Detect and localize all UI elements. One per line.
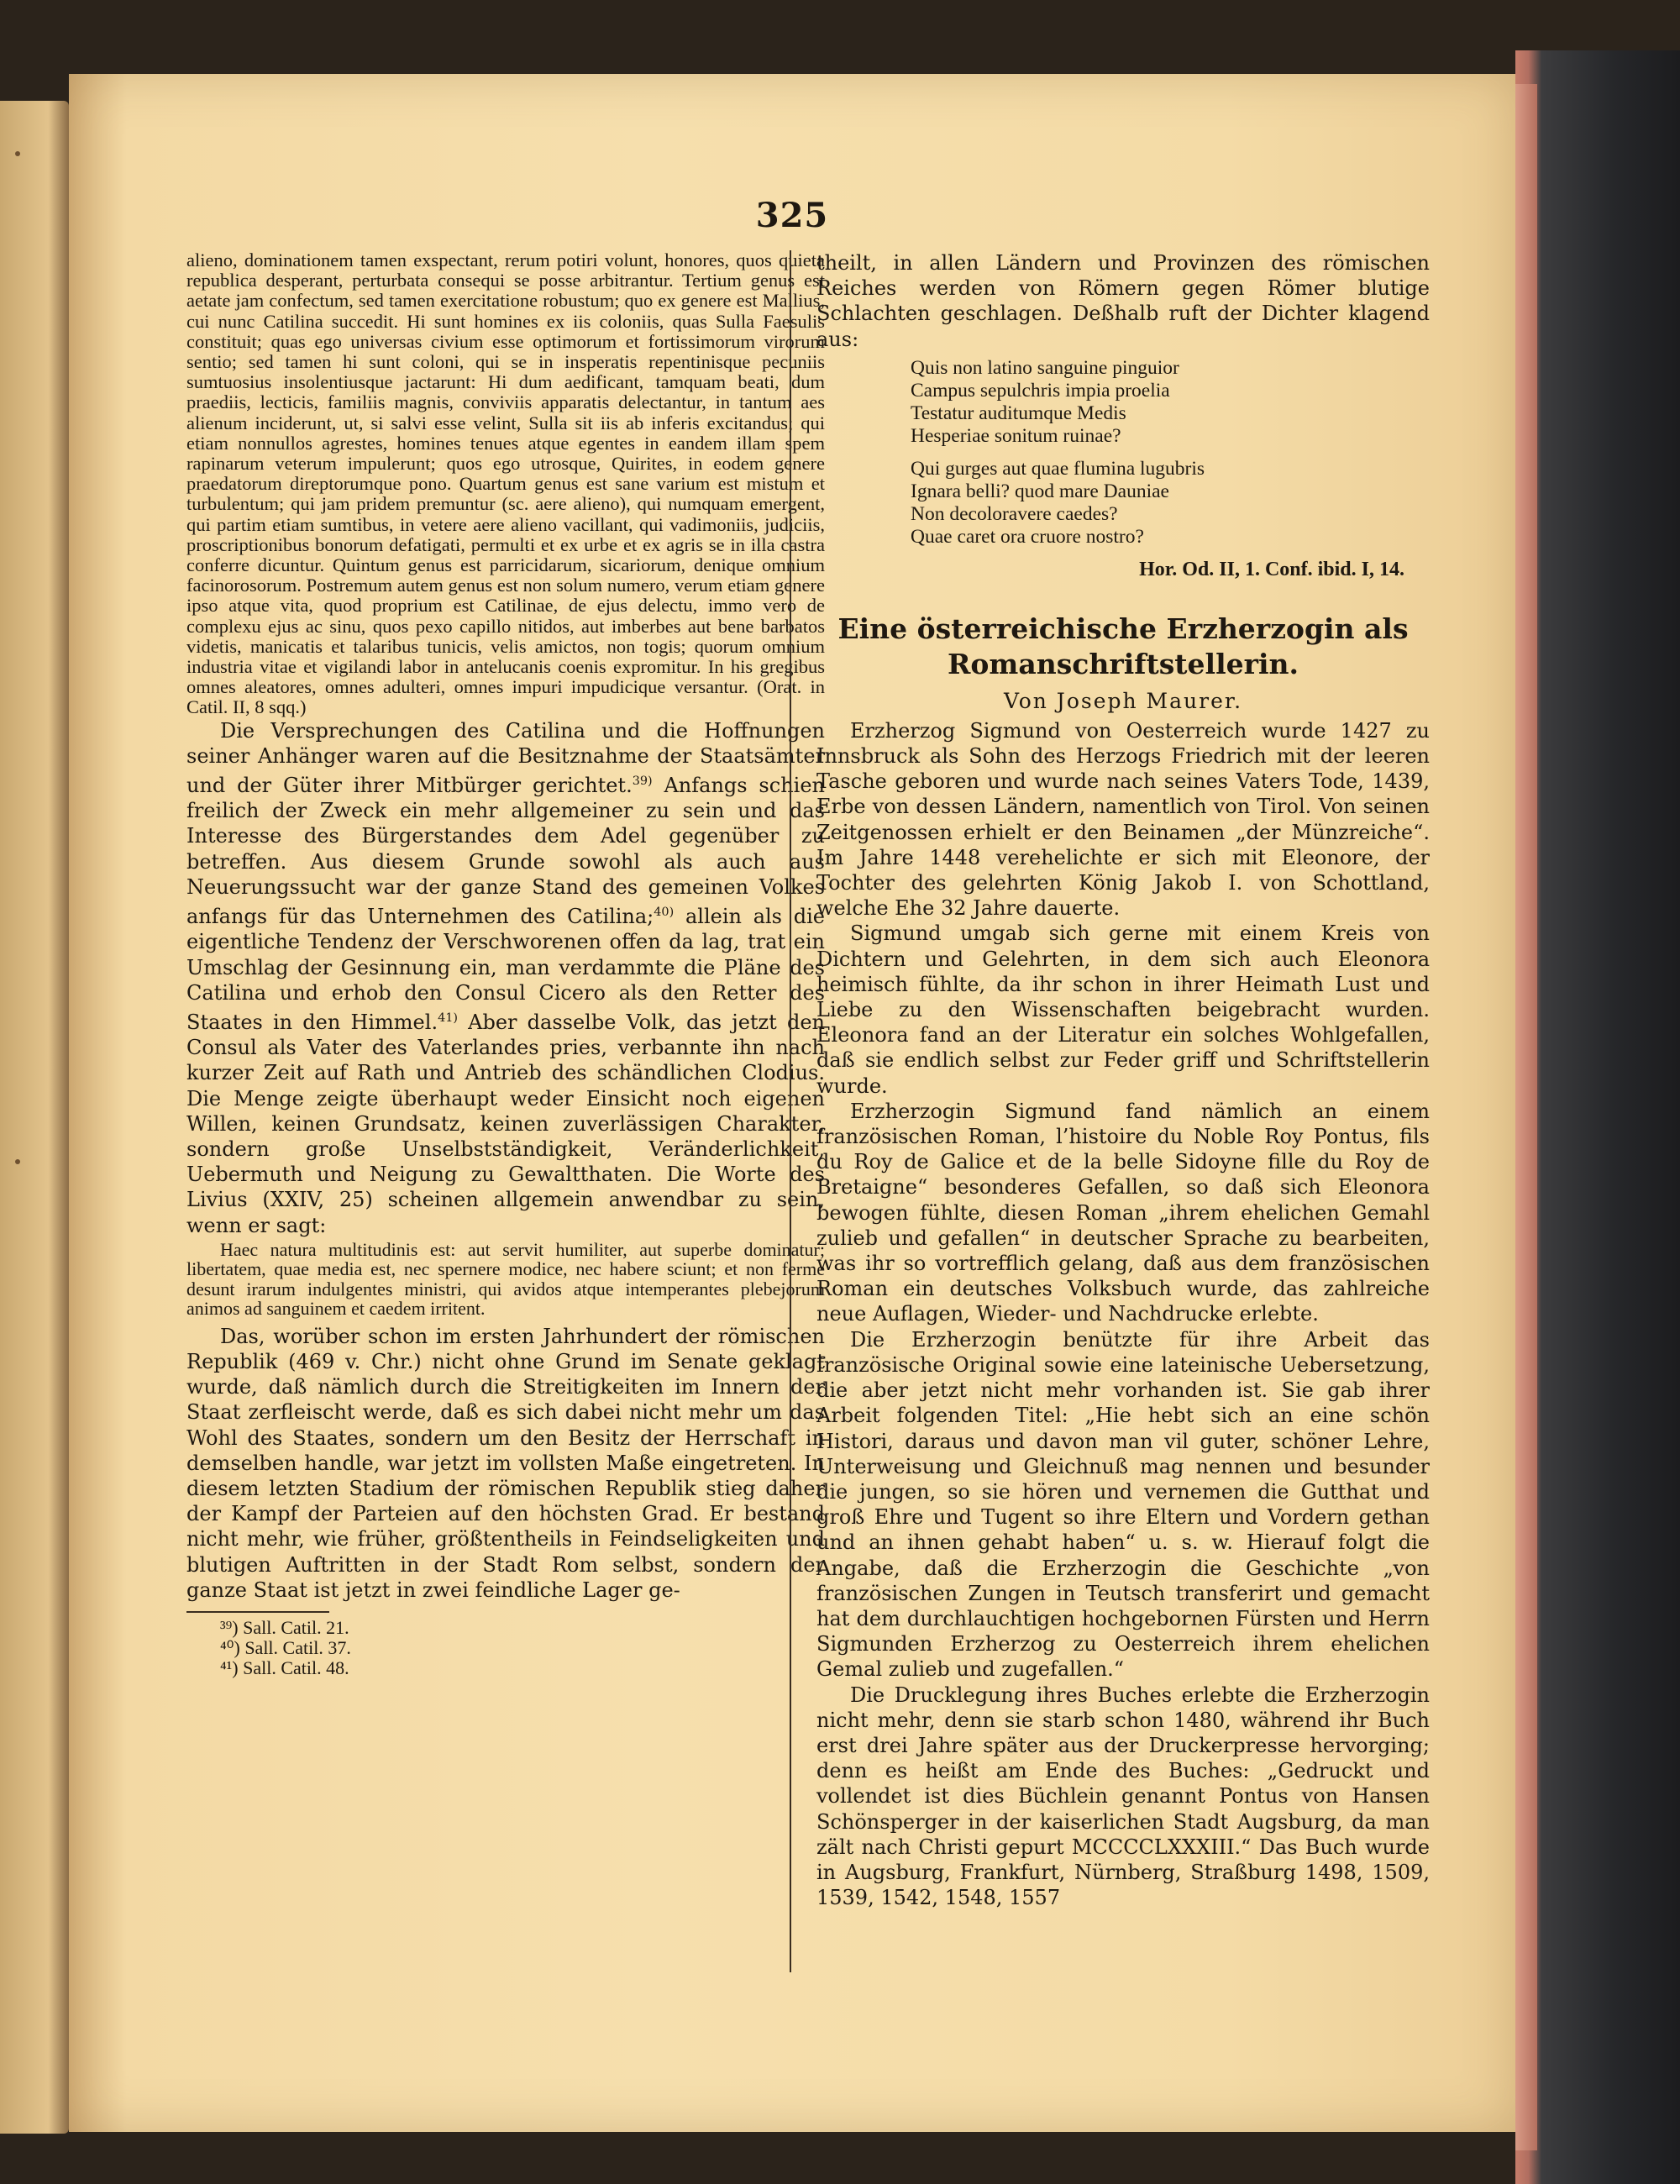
margin-mark [15, 1159, 20, 1164]
footnote-ref-39: 39) [632, 774, 653, 789]
poem-line: Quae caret ora cruore nostro? [911, 525, 1144, 548]
article-paragraph: Die Drucklegung ihres Buches erlebte die Erzherzogin nicht mehr, denn sie starb schon 1480, während ihr Buch erst drei Jahre später aus der Druckerpresse hervorging; denn es heißt am Ende des Buches: „Gedruckt und vollendet ist dies Büchlein genannt Pontus von Hansen Schönsperger in der kaiserlichen Stadt Augsburg, da man zält nach Christi gepurt MCCCCLXXXIII.“ Das Buch wurde in Augsburg, Frankfurt, Nürnberg, Straßburg 1498, 1509, 1539, 1542, 1548, 1557 [816, 1683, 1430, 1910]
horace-poem [911, 357, 1430, 549]
paragraph-continuation: theilt, in allen Ländern und Provinzen des römischen Reiches werden von Römern gegen Römer blutige Schlachten geschlagen. Deßhalb ruft der Dichter klagend aus: [816, 251, 1430, 351]
poem-stanza [911, 458, 1430, 549]
paragraph-text: Aber dasselbe Volk, das jetzt den Consul als Vater des Vaterlandes pries, verbannte ihn nach kurzer Zeit auf Rath und Antrieb des schändlichen Clodius. Die Menge zeigte überhaupt weder Einsicht noch eigenen Willen, keinen Grundsatz, keinen zuverlässigen Charakter, sondern große Unselbstständigkeit, Veränderlichkeit, Uebermuth und Neigung zu Gewaltthaten. Die Worte des Livius (XXIV, 25) scheinen allgemein anwendbar zu sein, wenn er sagt: [186, 1010, 825, 1237]
footnote-39: ³⁹) Sall. Catil. 21. [220, 1616, 349, 1638]
right-column [790, 250, 1430, 1972]
poem-line: Testatur auditumque Medis [911, 402, 1126, 424]
footnote-41: ⁴¹) Sall. Catil. 48. [220, 1656, 349, 1678]
paragraph-text: Die Versprechungen des Catilina und die Hoffnungen seiner Anhänger waren auf die Besitznahme der Staatsämter und der Güter ihrer Mitbürger gerichtet. [186, 718, 825, 798]
margin-mark [15, 151, 20, 156]
article-paragraph: Sigmund umgab sich gerne mit einem Kreis von Dichtern und Gelehrten, in dem sich auch Eleonora heimisch fühlte, da ihr schon in ihrer Heimath Lust und Liebe zu den Wissenschaften beigebracht wurden. Eleonora fand an der Literatur ein solches Wohlgefallen, daß sie endlich selbst zur Feder griff und Schriftstellerin wurde. [816, 921, 1430, 1098]
paragraph-catilina-promises [186, 718, 825, 1238]
left-column [186, 250, 825, 1678]
paragraph-text: Anfangs schien freilich der Zweck ein mehr allgemeiner zu sein und das Interesse des Bürgerstandes dem Adel gegenüber zu betreffen. Aus diesem Grunde sowohl als auch aus Neuerungssucht war der ganze Stand des gemeinen Volkes anfangs für das Unternehmen des Catilina; [186, 774, 825, 929]
page-number: 325 [755, 196, 829, 235]
footnote-divider [186, 1611, 329, 1613]
facing-page-edge [0, 101, 69, 2134]
footnote-ref-40: 40) [654, 906, 675, 920]
article-paragraph: Erzherzogin Sigmund fand nämlich an einem französischen Roman, l’histoire du Noble Roy Pontus, fils du Roy de Galice et de la belle Sidoyne fille du Roy de Bretaigne“ besonderes Gefallen, so daß sich Eleonora bewogen fühlte, diesen Roman „ihrem ehelichen Gemahl zulieb und gefallen“ in deutscher Sprache zu bearbeiten, was ihr so vortrefflich gelang, daß aus dem französischen Roman ein deutsches Volksbuch wurde, das zahlreiche neue Auflagen, Wieder- und Nachdrucke erlebte. [816, 1099, 1430, 1326]
poem-line: Qui gurges aut quae flumina lugubris [911, 457, 1205, 480]
book-page [69, 74, 1515, 2132]
book-binding [1515, 50, 1680, 2184]
article-paragraph: Die Erzherzogin benützte für ihre Arbeit das französische Original sowie eine lateinische Uebersetzung, die aber jetzt nicht mehr vorhanden ist. Sie gab ihrer Arbeit folgenden Titel: „Hie hebt sich an eine schön Histori, daraus und davon man vil guter, schöner Lehre, Unterweisung und Gleichnuß mag nennen und besunder die jungen, so sie hören und vernemen die Gutthat und groß Ehre und Tugent so ihre Eltern und Vordern gethan und an ihnen gehabt haben“ u. s. w. Hierauf folgt die Angabe, daß die Erzherzogin die Geschichte „von französischen Zungen in Teutsch transferirt und gemacht hat dem durchlauchtigen hochgebornen Fürsten und Herrn Sigmunden Erzherzog zu Oesterreich ihrem ehelichen Gemal zulieb und zugefallen.“ [816, 1327, 1430, 1682]
poem-stanza [911, 357, 1430, 448]
poem-citation: Hor. Od. II, 1. Conf. ibid. I, 14. [1139, 558, 1404, 580]
livy-quote: Haec natura multitudinis est: aut servit humiliter, aut superbe dominatur; libertatem, quae media est, nec spernere modice, nec habere sciunt; et non ferme desunt irarum indulgentes ministri, qui avidos atque intemperantes plebejorum animos ad sanguinem et caedem irritent. [186, 1238, 825, 1320]
poem-line: Ignara belli? quod mare Dauniae [911, 480, 1169, 502]
cicero-quote: alieno, dominationem tamen exspectant, rerum potiri volunt, honores, quos quieta republica desperant, perturbata consequi se posse arbitrantur. Tertium genus est aetate jam confectum, sed tamen exercitatione robustum; quo ex genere est Mallius, cui nunc Catilina succedit. Hi sunt homines ex iis coloniis, quas Sulla Faesulis constituit; quas ego universas civium esse optimorum et fortissimorum virorum sentio; sed tamen hi sunt coloni, qui se in insperatis repentinisque pecuniis sumtuosius insolentiusque jactarunt: Hi dum aedificant, tamquam beati, dum praediis, lecticis, familiis magnis, conviviis apparatis delectantur, in tantum aes alienum inciderunt, ut, si salvi esse velint, Sulla sit iis ab inferis excitandus; qui etiam nonnullos agrestes, homines tenues atque egentes in eandem illam spem rapinarum veterum impulerunt; quos ego utrosque, Quirites, in eodem genere praedatorum direptorumque pono. Quartum genus est sane varium est mistum et turbulentum; qui jam pridem premuntur (sc. aere alieno), qui numquam emergent, qui partim etiam sumtibus, in vetere aere alieno vacillant, qui vadimoniis, judiciis, proscriptionibus bonorum defatigati, permulti et ex urbe et ex agris se in illa castra conferre dicuntur. Quintum genus est parricidarum, sicariorum, denique omnium facinorosorum. Postremum autem genus est non solum numero, verum etiam genere ipso atque vita, quod proprium est Catilinae, de ejus delectu, immo vero de complexu ejus ac sinu, quos pexo capillo nitidos, aut imberbes aut bene barbatos videtis, manicatis et talaribus tunicis, velis amictos, non togis; quorum omnium industria vitae et vigilandi labor in antelucanis coenis expromitur. In his gregibus omnes aleatores, omnes adulteri, omnes impuri impudicique versantur. (Orat. in Catil. II, 8 sqq.) [186, 249, 825, 718]
poem-line: Non decoloravere caedes? [911, 502, 1118, 525]
paragraph-text: allein als die eigentliche Tendenz der Verschworenen offen da lag, trat ein Umschlag der Gesinnung ein, man verdammte die Pläne des Catilina und erhob den Consul Cicero als den Retter des Staates in den Himmel. [186, 905, 825, 1034]
poem-line: Hesperiae sonitum ruinae? [911, 424, 1121, 447]
footnote-ref-41: 41) [438, 1011, 459, 1025]
binding-edge [1515, 84, 1537, 2150]
paragraph-republic: Das, worüber schon im ersten Jahrhundert der römischen Republik (469 v. Chr.) nicht ohne Grund im Senate geklagt wurde, daß nämlich durch die Streitigkeiten im Innern der Staat zerfleischt werde, daß es sich dabei nicht mehr um das Wohl des Staates, sondern um den Besitz der Herrschaft in demselben handle, war jetzt im vollsten Maße eingetreten. In diesem letzten Stadium der römischen Republik stieg daher der Kampf der Parteien auf den höchsten Grad. Er bestand nicht mehr, wie früher, größtentheils in Feindseligkeiten und blutigen Auftritten in der Stadt Rom selbst, sondern der ganze Staat ist jetzt in zwei feindliche Lager ge- [186, 1324, 825, 1602]
footnotes [220, 1618, 825, 1678]
article-author: Von Joseph Maurer. [1003, 688, 1243, 713]
article-paragraph: Erzherzog Sigmund von Oesterreich wurde 1427 zu Innsbruck als Sohn des Herzogs Friedrich mit der leeren Tasche geboren und wurde nach seines Vaters Tode, 1439, Erbe von dessen Ländern, namentlich von Tirol. Von seinen Zeitgenossen erhielt er den Beinamen „der Münzreiche“. Im Jahre 1448 verehelichte er sich mit Eleonore, der Tochter des gelehrten König Jakob I. von Schottland, welche Ehe 32 Jahre dauerte. [816, 718, 1430, 921]
article-title: Eine österreichische Erzherzogin als Romanschriftstellerin. [837, 612, 1409, 680]
poem-line: Quis non latino sanguine pinguior [911, 356, 1179, 379]
footnote-40: ⁴⁰) Sall. Catil. 37. [220, 1636, 351, 1658]
poem-line: Campus sepulchris impia proelia [911, 379, 1170, 402]
